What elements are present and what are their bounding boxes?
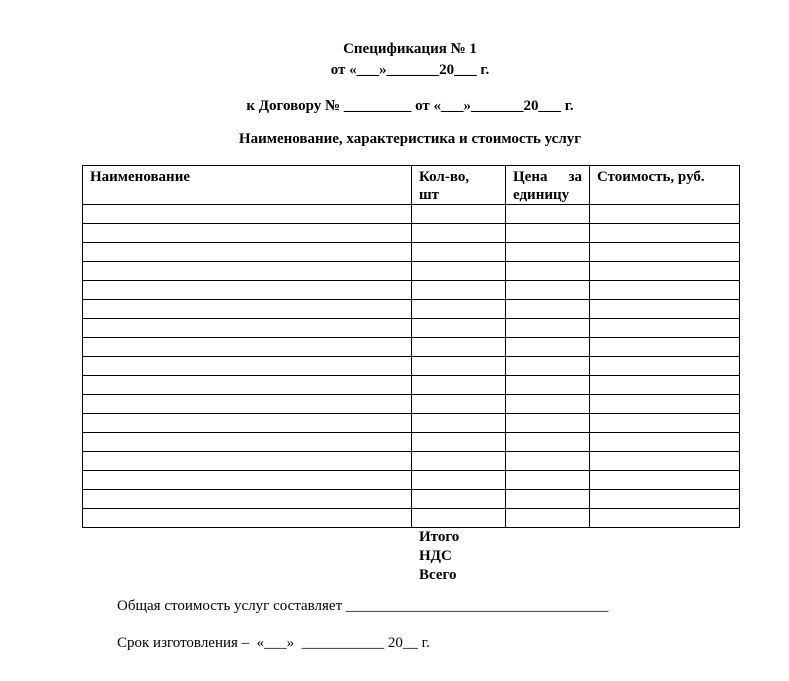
header-cost: Стоимость, руб. — [590, 166, 740, 205]
cell-quantity — [412, 243, 506, 262]
cell-name — [83, 471, 412, 490]
cell-quantity — [412, 509, 506, 528]
cell-unit-price — [506, 243, 590, 262]
table-row — [83, 490, 740, 509]
total-label: Итого — [419, 529, 460, 545]
deadline-line: Срок изготовления – «___» ___________ 20__ г. — [117, 635, 430, 651]
cell-quantity — [412, 395, 506, 414]
cell-cost — [590, 490, 740, 509]
cell-name — [83, 300, 412, 319]
totals-block — [419, 528, 459, 585]
vat-label: НДС — [419, 548, 452, 564]
document-title: Спецификация № 1 — [343, 41, 477, 57]
table-row — [83, 452, 740, 471]
cell-name — [83, 205, 412, 224]
cell-quantity — [412, 433, 506, 452]
cell-quantity — [412, 471, 506, 490]
table-row — [83, 395, 740, 414]
table-header-row — [83, 166, 740, 205]
cell-cost — [590, 433, 740, 452]
cell-cost — [590, 471, 740, 490]
table-row — [83, 262, 740, 281]
cell-unit-price — [506, 395, 590, 414]
cell-name — [83, 414, 412, 433]
table-row — [83, 509, 740, 528]
header-unit-price-line1: Цена за — [513, 169, 582, 185]
table-row — [83, 471, 740, 490]
cell-quantity — [412, 376, 506, 395]
cell-unit-price — [506, 319, 590, 338]
cell-cost — [590, 452, 740, 471]
cell-cost — [590, 262, 740, 281]
contract-reference-line: к Договору № _________ от «___»_______20___ г. — [246, 98, 574, 114]
header-unit-price — [506, 166, 590, 205]
cell-unit-price — [506, 262, 590, 281]
cell-cost — [590, 300, 740, 319]
cell-quantity — [412, 338, 506, 357]
cell-unit-price — [506, 357, 590, 376]
cell-cost — [590, 205, 740, 224]
cell-name — [83, 376, 412, 395]
table-row — [83, 433, 740, 452]
cell-name — [83, 338, 412, 357]
cell-unit-price — [506, 376, 590, 395]
cell-quantity — [412, 357, 506, 376]
cell-unit-price — [506, 338, 590, 357]
table-row — [83, 243, 740, 262]
cell-quantity — [412, 452, 506, 471]
header-quantity-line1: Кол-во, — [419, 169, 470, 185]
cell-cost — [590, 281, 740, 300]
specification-table — [82, 165, 740, 528]
total-cost-line: Общая стоимость услуг составляет ___________________________________ — [117, 598, 609, 614]
table-row — [83, 205, 740, 224]
table-row — [83, 376, 740, 395]
cell-unit-price — [506, 414, 590, 433]
grand-total-label: Всего — [419, 567, 457, 583]
table-row — [83, 224, 740, 243]
cell-unit-price — [506, 433, 590, 452]
cell-name — [83, 224, 412, 243]
header-quantity — [412, 166, 506, 205]
cell-unit-price — [506, 224, 590, 243]
header-unit-price-line2: единицу — [513, 187, 570, 203]
cell-unit-price — [506, 205, 590, 224]
cell-cost — [590, 395, 740, 414]
document-subtitle: Наименование, характеристика и стоимость услуг — [238, 131, 582, 147]
cell-name — [83, 262, 412, 281]
table-row — [83, 357, 740, 376]
header-name: Наименование — [83, 166, 412, 205]
table-row — [83, 338, 740, 357]
cell-quantity — [412, 262, 506, 281]
table-row — [83, 319, 740, 338]
cell-quantity — [412, 300, 506, 319]
cell-name — [83, 357, 412, 376]
cell-name — [83, 509, 412, 528]
cell-cost — [590, 243, 740, 262]
cell-unit-price — [506, 471, 590, 490]
document-date-line: от «___»_______20___ г. — [330, 62, 490, 78]
cell-quantity — [412, 414, 506, 433]
cell-cost — [590, 509, 740, 528]
cell-cost — [590, 319, 740, 338]
cell-unit-price — [506, 300, 590, 319]
cell-name — [83, 395, 412, 414]
table-row — [83, 281, 740, 300]
cell-name — [83, 490, 412, 509]
header-quantity-line2: шт — [419, 187, 440, 203]
cell-quantity — [412, 319, 506, 338]
cell-unit-price — [506, 281, 590, 300]
cell-cost — [590, 376, 740, 395]
cell-quantity — [412, 205, 506, 224]
cell-cost — [590, 338, 740, 357]
cell-name — [83, 452, 412, 471]
cell-name — [83, 243, 412, 262]
cell-cost — [590, 414, 740, 433]
cell-unit-price — [506, 452, 590, 471]
cell-name — [83, 281, 412, 300]
cell-quantity — [412, 490, 506, 509]
cell-name — [83, 319, 412, 338]
cell-quantity — [412, 281, 506, 300]
cell-quantity — [412, 224, 506, 243]
cell-cost — [590, 224, 740, 243]
table-row — [83, 414, 740, 433]
cell-unit-price — [506, 490, 590, 509]
cell-unit-price — [506, 509, 590, 528]
table-row — [83, 300, 740, 319]
cell-cost — [590, 357, 740, 376]
cell-name — [83, 433, 412, 452]
